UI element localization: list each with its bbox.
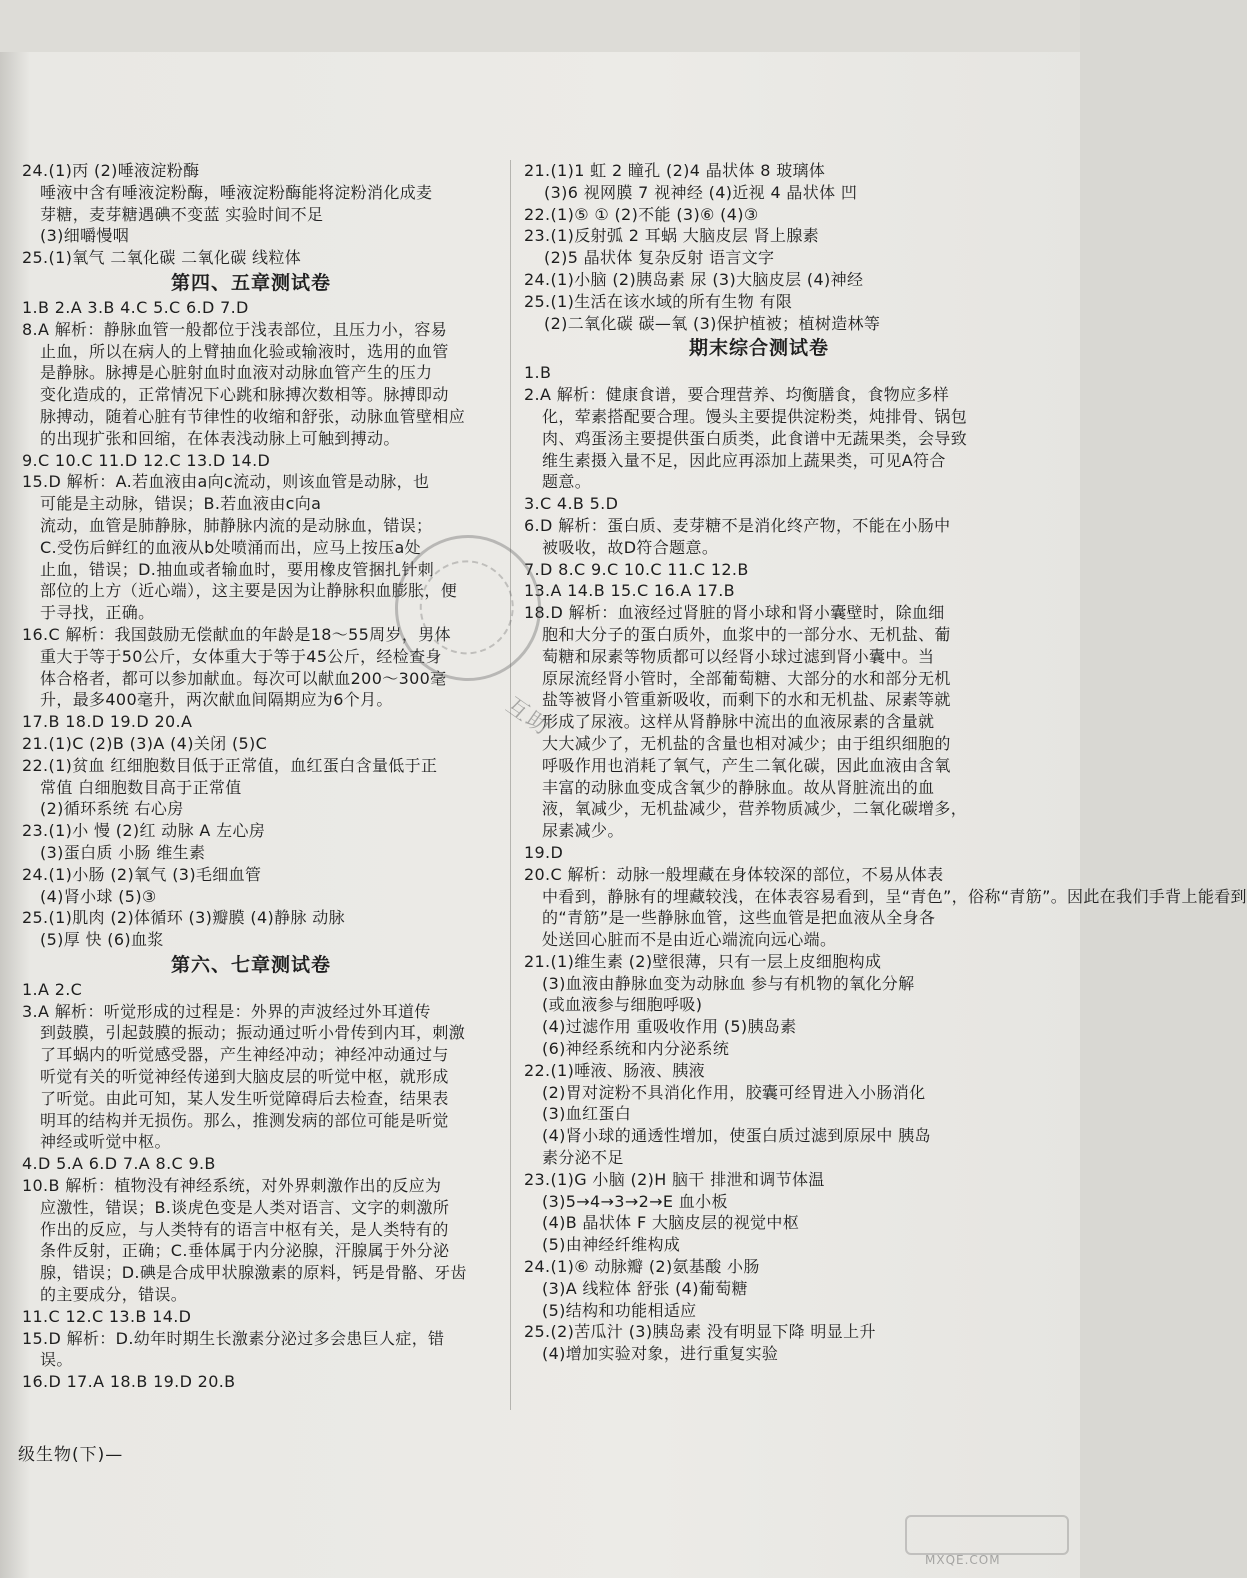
answer-line: 作出的反应，与人类特有的语言中枢有关，是人类特有的 [40,1219,449,1239]
answer-line: (2)循环系统 右心房 [40,799,184,819]
answer-line: 部位的上方（近心端），这主要是因为让静脉积血膨胀，便 [40,581,458,601]
answer-line: (4)B 晶状体 F 大脑皮层的视觉中枢 [542,1213,800,1233]
answer-line: 25.(1)生活在该水域的所有生物 有限 [524,291,793,311]
answer-line: 尿素减少。 [542,821,624,841]
answer-line: 维生素摄入量不足，因此应再添加上蔬果类，可见A符合 [542,450,946,470]
answer-line: 应激性，错误；B.谈虎色变是人类对语言、文字的刺激所 [40,1197,450,1217]
section-heading-ch6-7: 第六、七章测试卷 [170,953,331,976]
answer-line: 24.(1)丙 (2)唾液淀粉酶 [22,161,200,180]
answer-line: 23.(1)小 慢 (2)红 动脉 A 左心房 [22,821,266,841]
answer-line: 了耳蜗内的听觉感受器，产生神经冲动；神经冲动通过与 [40,1045,449,1065]
answer-line: 题意。 [542,472,592,492]
answer-line: 肉、鸡蛋汤主要提供蛋白质类，此食谱中无蔬果类，会导致 [542,428,968,448]
answer-line: 素分泌不足 [542,1148,624,1168]
answer-line: (3)细嚼慢咽 [40,226,130,246]
answer-line: 22.(1)⑤ ① (2)不能 (3)⑥ (4)③ [524,204,759,224]
answer-line: 25.(1)氧气 二氧化碳 二氧化碳 线粒体 [22,248,302,268]
answer-line: 止血，所以在病人的上臂抽血化验或输液时，选用的血管 [40,341,449,361]
answer-line: 神经或听觉中枢。 [40,1132,171,1152]
answer-line: 13.A 14.B 15.C 16.A 17.B [524,581,735,601]
answer-line: 7.D 8.C 9.C 10.C 11.C 12.B [524,559,749,579]
answer-line: (4)肾小球的通透性增加，使蛋白质过滤到原尿中 胰岛 [542,1126,931,1146]
answer-line: 听觉有关的听觉神经传递到大脑皮层的听觉中枢，就形成 [40,1067,449,1087]
answer-line: 16.C 解析：我国鼓励无偿献血的年龄是18～55周岁，男体 [22,624,451,644]
answer-line: 芽糖，麦芽糖遇碘不变蓝 实验时间不足 [40,204,324,224]
answer-line: 中看到，静脉有的埋藏较浅，在体表容易看到，呈“青色”，俗称“青筋”。因此在我们手背上能看到 [542,886,1247,906]
answer-line: 22.(1)贫血 红细胞数目低于正常值，血红蛋白含量低于正 [22,755,438,775]
answer-line: 24.(1)小肠 (2)氧气 (3)毛细血管 [22,864,262,884]
answer-line: 2.A 解析：健康食谱，要合理营养、均衡膳食，食物应多样 [524,385,950,405]
answer-line: 23.(1)反射弧 2 耳蜗 大脑皮层 肾上腺素 [524,226,820,246]
answer-line: (2)胃对淀粉不具消化作用，胶囊可经胃进入小肠消化 [542,1082,926,1102]
answer-line: 处送回心脏而不是由近心端流向远心端。 [542,930,837,950]
answer-line: 的主要成分，错误。 [40,1285,188,1305]
answer-line: 19.D [524,842,564,862]
answer-line: (4)肾小球 (5)③ [40,886,157,906]
watermark-logo: MXQE.COM [905,1515,1065,1567]
answer-line: 11.C 12.C 13.B 14.D [22,1306,192,1326]
column-divider [510,160,511,1410]
answer-line: 10.B 解析：植物没有神经系统，对外界刺激作出的反应为 [22,1176,442,1196]
answer-line: 呼吸作用也消耗了氧气，产生二氧化碳，因此血液由含氧 [542,755,951,775]
answer-line: 8.A 解析：静脉血管一般都位于浅表部位，且压力小，容易 [22,319,448,339]
answer-line: 是静脉。脉搏是心脏射血时血液对动脉血管产生的压力 [40,363,433,383]
answer-line: 21.(1)C (2)B (3)A (4)关闭 (5)C [22,733,268,753]
answer-line: 22.(1)唾液、肠液、胰液 [524,1060,706,1080]
answer-line: 条件反射，正确；C.垂体属于内分泌腺，汗腺属于外分泌 [40,1241,450,1261]
answer-line: (3)血液由静脉血变为动脉血 参与有机物的氧化分解 [542,973,915,993]
answer-line: 明耳的结构并无损伤。那么，推测发病的部位可能是听觉 [40,1110,449,1130]
answer-line: 形成了尿液。这样从肾静脉中流出的血液尿素的含量就 [542,712,935,732]
answer-line: 4.D 5.A 6.D 7.A 8.C 9.B [22,1154,216,1174]
answer-line: (6)神经系统和内分泌系统 [542,1039,730,1059]
answer-line: 16.D 17.A 18.B 19.D 20.B [22,1372,236,1392]
right-column [524,160,1247,1365]
stamp-watermark: 互助 [501,693,555,742]
answer-line: 化，荤素搭配要合理。馒头主要提供淀粉类，炖排骨、锅包 [542,406,968,426]
page-footer: 级生物(下)— [18,1445,124,1465]
answer-line: 25.(2)苦瓜汁 (3)胰岛素 没有明显下降 明显上升 [524,1322,876,1342]
answer-line: 9.C 10.C 11.D 12.C 13.D 14.D [22,450,271,470]
page-top-edge [0,0,1080,52]
answer-line: 变化造成的，正常情况下心跳和脉搏次数相等。脉搏即动 [40,385,449,405]
answer-line: 脉搏动，随着心脏有节律性的收缩和舒张，动脉血管壁相应 [40,406,466,426]
left-column [22,160,500,1393]
answer-line: 止血，错误；D.抽血或者输血时，要用橡皮管捆扎针刺 [40,559,435,579]
answer-line: 15.D 解析：A.若血液由a向c流动，则该血管是动脉，也 [22,472,430,492]
answer-line: 20.C 解析：动脉一般埋藏在身体较深的部位，不易从体表 [524,864,944,884]
answer-line: 1.B [524,363,552,383]
answer-line: 25.(1)肌肉 (2)体循环 (3)瓣膜 (4)静脉 动脉 [22,908,345,928]
answer-line: (5)厚 快 (6)血浆 [40,930,164,950]
answer-line: 17.B 18.D 19.D 20.A [22,712,193,732]
answer-line: 胞和大分子的蛋白质外，血浆中的一部分水、无机盐、葡 [542,624,951,644]
answer-line: (5)结构和功能相适应 [542,1300,697,1320]
section-heading-ch4-5: 第四、五章测试卷 [170,271,331,294]
answer-line: 24.(1)小脑 (2)胰岛素 尿 (3)大脑皮层 (4)神经 [524,269,864,289]
answer-line: (5)由神经纤维构成 [542,1235,681,1255]
answer-line: 3.C 4.B 5.D [524,494,619,514]
answer-line: 的“青筋”是一些静脉血管，这些血管是把血液从全身各 [542,908,936,928]
answer-line: 常值 白细胞数目高于正常值 [40,777,242,797]
answers-chapter3-tail [22,160,500,269]
answer-line: (2)二氧化碳 碳—氧 (3)保护植被；植树造林等 [544,313,881,333]
answer-line: 流动，血管是肺静脉，肺静脉内流的是动脉血，错误； [40,515,433,535]
answer-line: 误。 [40,1350,73,1370]
answer-line: (4)增加实验对象，进行重复实验 [542,1344,779,1364]
answer-line: 可能是主动脉，错误；B.若血液由c向a [40,494,322,514]
answer-line: (3)A 线粒体 舒张 (4)葡萄糖 [542,1278,748,1298]
answer-line: 23.(1)G 小脑 (2)H 脑干 排泄和调节体温 [524,1169,825,1189]
answer-line: 丰富的动脉血变成含氧少的静脉血。故从肾脏流出的血 [542,777,935,797]
answer-line: 体合格者，都可以参加献血。每次可以献血200～300毫 [40,668,447,688]
answer-line: (3)5→4→3→2→E 血小板 [542,1191,728,1211]
answer-line: 18.D 解析：血液经过肾脏的肾小球和肾小囊壁时，除血细 [524,603,945,623]
answer-line: 盐等被肾小管重新吸收，而剩下的水和无机盐、尿素等就 [542,690,951,710]
answer-line: (2)5 晶状体 复杂反射 语言文字 [544,248,775,268]
answers-ch6-7 [22,979,500,1393]
answer-line: 15.D 解析：D.幼年时期生长激素分泌过多会患巨人症，错 [22,1328,445,1348]
answer-line: 升，最多400毫升，两次献血间隔期应为6个月。 [40,690,393,710]
answer-line: 于寻找，正确。 [40,603,155,623]
answer-line: 6.D 解析：蛋白质、麦芽糖不是消化终产物，不能在小肠中 [524,515,951,535]
answer-line: 的出现扩张和回缩，在体表浅动脉上可触到搏动。 [40,428,400,448]
answer-line: 液，氧减少，无机盐减少，营养物质减少，二氧化碳增多， [542,799,968,819]
answer-line: 大大减少了，无机盐的含量也相对减少；由于组织细胞的 [542,733,951,753]
answer-line: (3)血红蛋白 [542,1104,632,1124]
answer-line: 原尿流经肾小管时，全部葡萄糖、大部分的水和部分无机 [542,668,951,688]
answer-line: 1.A 2.C [22,979,83,999]
answer-line: 腺，错误；D.碘是合成甲状腺激素的原料，钙是骨骼、牙齿 [40,1263,467,1283]
answer-line: 到鼓膜，引起鼓膜的振动；振动通过听小骨传到内耳，刺激 [40,1023,466,1043]
answer-line: 了听觉。由此可知，某人发生听觉障碍后去检查，结果表 [40,1088,449,1108]
answer-line: 21.(1)1 虹 2 瞳孔 (2)4 晶状体 8 玻璃体 [524,161,826,180]
answer-line: (4)过滤作用 重吸收作用 (5)胰岛素 [542,1017,797,1037]
section-heading-final: 期末综合测试卷 [688,337,829,360]
answer-line: C.受伤后鲜红的血液从b处喷涌而出，应马上按压a处 [40,537,421,557]
answer-line: 被吸收，故D符合题意。 [542,537,719,557]
answers-ch6-7-tail [524,160,994,334]
answer-line: (3)6 视网膜 7 视神经 (4)近视 4 晶状体 凹 [544,182,858,202]
answer-line: (3)蛋白质 小肠 维生素 [40,842,206,862]
answer-line: 重大于等于50公斤，女体重大于等于45公斤，经检查身 [40,646,442,666]
answer-line: (或血液参与细胞呼吸) [542,995,703,1015]
answer-line: 3.A 解析：听觉形成的过程是：外界的声波经过外耳道传 [22,1001,431,1021]
answer-line: 21.(1)维生素 (2)壁很薄，只有一层上皮细胞构成 [524,951,882,971]
answer-line: 唾液中含有唾液淀粉酶，唾液淀粉酶能将淀粉消化成麦 [40,182,433,202]
answer-line: 24.(1)⑥ 动脉瓣 (2)氨基酸 小肠 [524,1257,760,1277]
answers-final [524,362,1247,1365]
answer-line: 1.B 2.A 3.B 4.C 5.C 6.D 7.D [22,297,249,317]
answer-line: 萄糖和尿素等物质都可以经肾小球过滤到肾小囊中。当 [542,646,935,666]
